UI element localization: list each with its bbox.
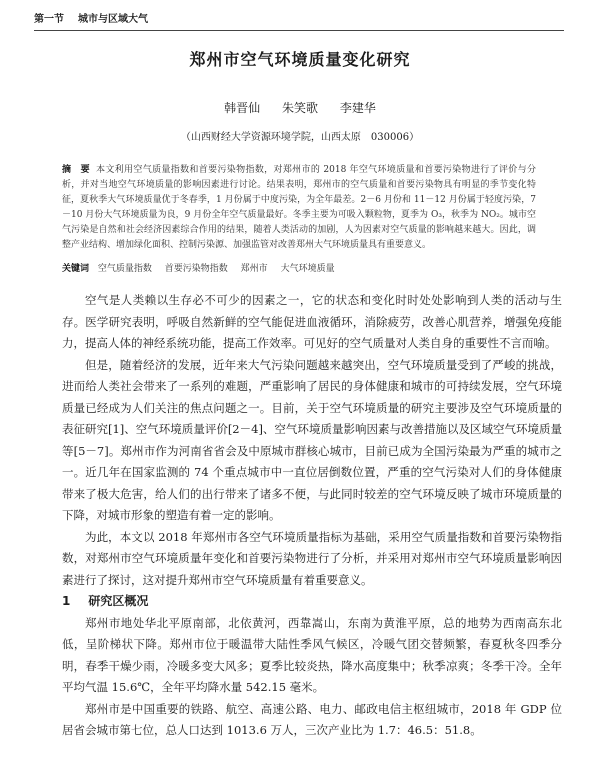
running-header (34, 10, 148, 25)
author-3: 李建华 (339, 101, 376, 115)
keyword-3: 郑州市 (240, 264, 268, 274)
author-2: 朱笑歌 (281, 101, 318, 115)
header-rule (34, 30, 564, 31)
keyword-1: 空气质量指数 (97, 264, 152, 274)
keywords (62, 262, 536, 277)
header-section: 第一节 (34, 14, 64, 25)
abstract (62, 163, 536, 253)
keyword-2: 首要污染物指数 (164, 264, 228, 274)
authors (0, 99, 600, 116)
header-topic: 城市与区域大气 (78, 14, 148, 25)
section-heading (62, 591, 562, 613)
paragraph-2: 但是，随着经济的发展，近年来大气污染问题越来越突出，空气环境质量受到了严峻的挑战，进而给人类社会带来了一系列的难题，严重影响了居民的身体健康和城市的可持续发展，空气环境质量已经成为人们关注的焦点问题之一。目前，关于空气环境质量的研究主要涉及空气环境质量的表征研究[1]、空气环境质量评价[2－4]、空气环境质量影响因素与改善措施以及区域空气环境质量等[5－7]。郑州市作为河南省省会及中原城市群核心城市，目前已成为全国污染最为严重的城市之一。近几年在国家监测的 74 个重点城市中一直位居倒数位置，严重的空气污染对人们的身体健康带来了极大危害，给人们的出行带来了诸多不便，与此同时较差的空气环境反映了城市环境质量的下降，对城市形象的塑造有着一定的影响。 (62, 357, 562, 522)
affiliation: （山西财经大学资源环境学院，山西太原 030006） (180, 132, 420, 143)
author-1: 韩晋仙 (224, 101, 261, 115)
body-text (62, 290, 562, 742)
section-number: 1 (62, 594, 71, 608)
abstract-label: 摘 要 (62, 165, 91, 175)
paper-title: 郑州市空气环境质量变化研究 (189, 50, 411, 69)
keyword-4: 大气环境质量 (280, 264, 335, 274)
paragraph-4: 郑州市地处华北平原南部，北依黄河，西靠嵩山，东南为黄淮平原，总的地势为西南高东北低，呈阶梯状下降。郑州市位于暖温带大陆性季风气候区，冷暖气团交替频繁，春夏秋冬四季分明，春季干燥少雨，冷暖多变大风多；夏季比较炎热，降水高度集中；秋季凉爽；冬季干冷。全年平均气温 15.6℃，全年平均降水量 542.15 毫米。 (62, 615, 562, 694)
paragraph-3: 为此，本文以 2018 年郑州市各空气环境质量指标为基础，采用空气质量指数和首要污染物指数，对郑州市空气环境质量年变化和首要污染物进行了分析，并采用对郑州市空气环境质量影响因素进行了探讨，这对提升郑州市空气环境质量有着重要意义。 (62, 529, 562, 587)
paragraph-1: 空气是人类赖以生存必不可少的因素之一，它的状态和变化时时处处影响到人类的活动与生存。医学研究表明，呼吸自然新鲜的空气能促进血液循环，消除疲劳，改善心肌营养，增强免疫能力，提高人体的神经系统功能，提高工作效率。可见好的空气质量对人类自身的重要性不言而喻。 (62, 293, 562, 350)
keywords-label: 关键词 (62, 264, 90, 274)
paragraph-5: 郑州市是中国重要的铁路、航空、高速公路、电力、邮政电信主枢纽城市，2018 年 GDP 位居省会城市第七位，总人口达到 1013.6 万人，三次产业比为 1.7：46.5：51.8。 (62, 701, 562, 737)
section-title: 研究区概况 (88, 594, 149, 608)
abstract-text: 本文利用空气质量指数和首要污染物指数，对郑州市的 2018 年空气环境质量和首要污染物进行了评价与分析，并对当地空气环境质量的影响因素进行讨论。结果表明，郑州市的空气质量和首要污染物具有明显的季节变化特征，夏秋季大气环境质量优于冬春季，1 月份属于中度污染，为全年最差。2－6 月份和 11－12 月份属于轻度污染，7－10 月份大气环境质量为良，9 月份全年空气质量最好。冬季主要为可吸入颗粒物，夏季为 O₃，秋季为 NO₂。城市空气污染是自然和社会经济因素综合作用的结果，随着人类活动的加剧，人为因素对空气质量的影响越来越大。因此，调整产业结构、增加绿化面积、控制污染源、加强监管对改善郑州大气环境质量具有重要意义。 (62, 165, 536, 250)
